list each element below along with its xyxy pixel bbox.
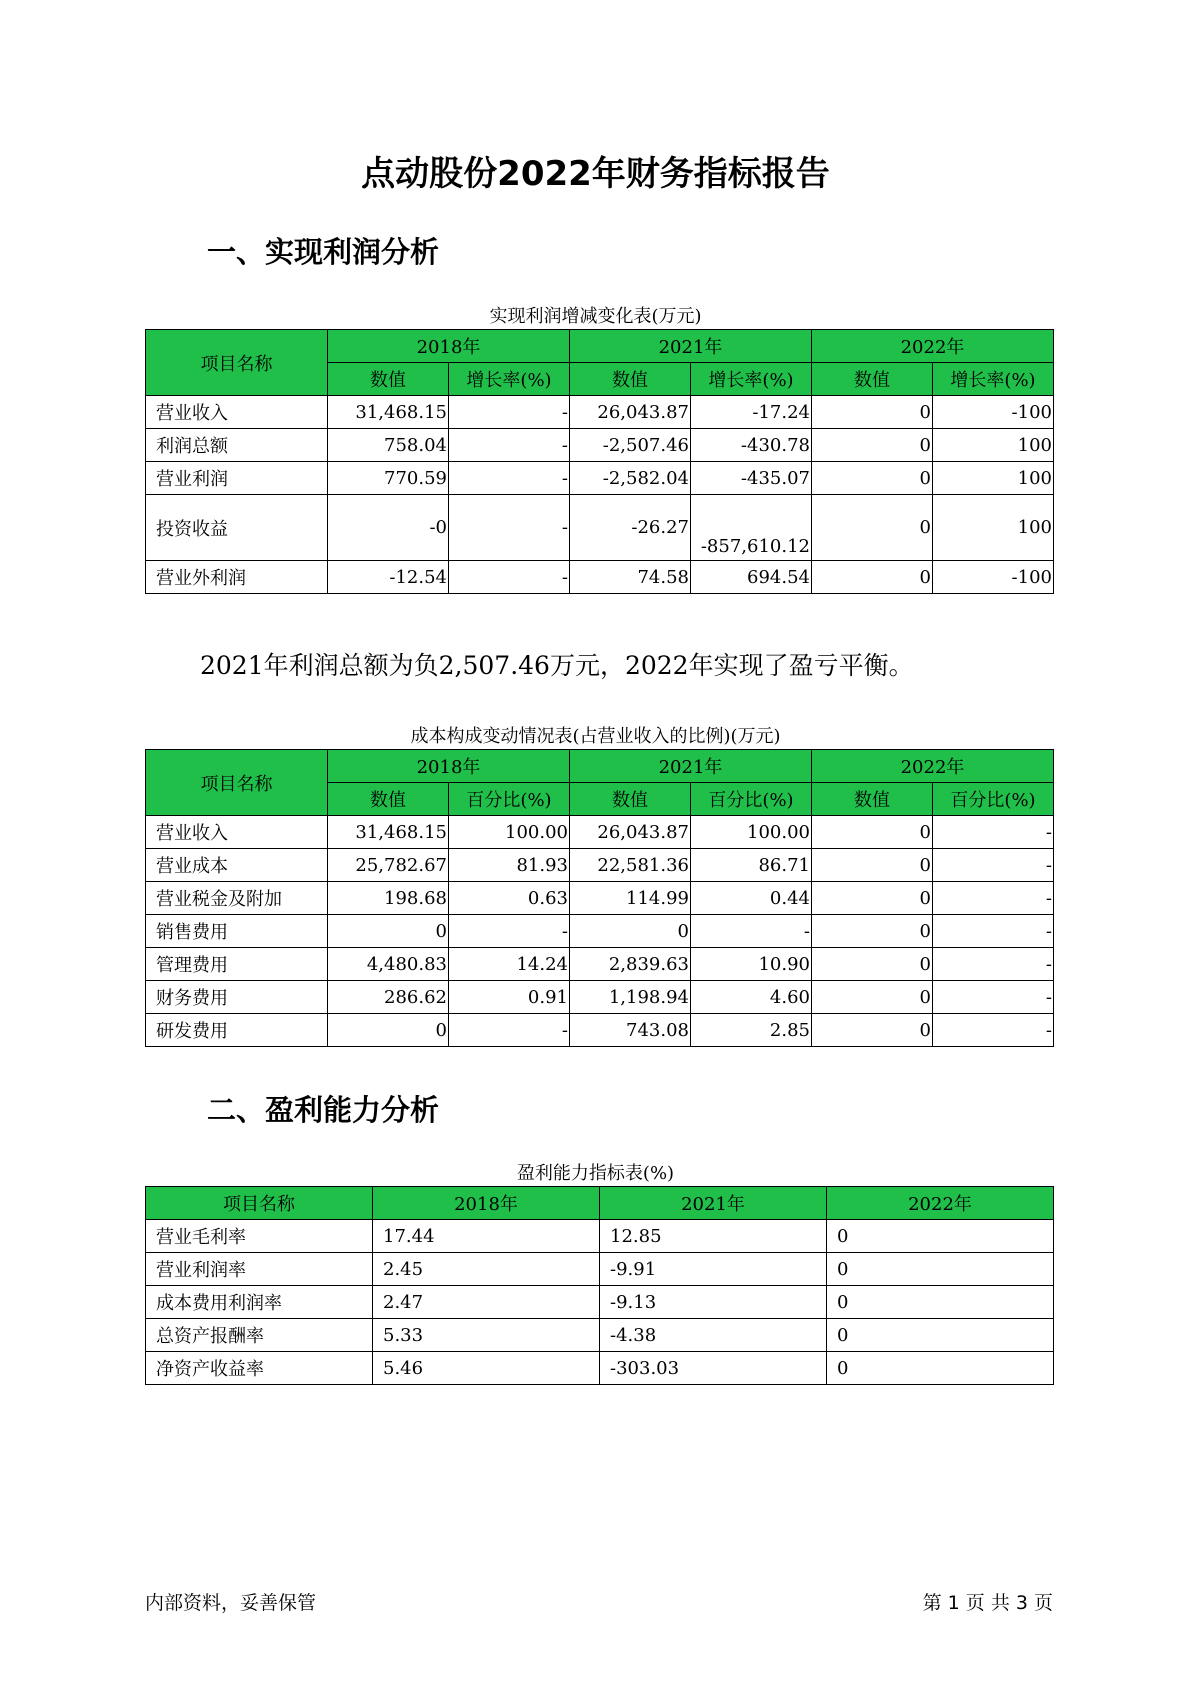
subheader: 百分比(%) — [691, 783, 812, 816]
table-row — [146, 849, 1054, 882]
cell: 2.47 — [373, 1286, 600, 1319]
subheader: 百分比(%) — [449, 783, 570, 816]
cell: 86.71 — [691, 849, 812, 882]
section-heading-profitability: 二、盈利能力分析 — [207, 1093, 440, 1127]
cell: 12.85 — [600, 1220, 827, 1253]
header-year: 2021年 — [570, 750, 812, 783]
cell: - — [691, 915, 812, 948]
cell: 0 — [812, 948, 933, 981]
cell: 0.91 — [449, 981, 570, 1014]
cell: 0 — [812, 561, 933, 594]
page-number: 第 1 页 共 3 页 — [922, 1592, 1053, 1614]
cell: 26,043.87 — [570, 396, 691, 429]
table-row — [146, 1286, 1054, 1319]
cell: 5.33 — [373, 1319, 600, 1352]
cell: - — [449, 462, 570, 495]
header-year: 2018年 — [328, 330, 570, 363]
table1-caption: 实现利润增减变化表(万元) — [489, 306, 702, 327]
subheader: 百分比(%) — [933, 783, 1054, 816]
cell: 5.46 — [373, 1352, 600, 1385]
cell: 4.60 — [691, 981, 812, 1014]
cell: -4.38 — [600, 1319, 827, 1352]
cell: 0 — [812, 915, 933, 948]
cell: 0 — [827, 1352, 1054, 1385]
row-name: 成本费用利润率 — [146, 1286, 373, 1319]
table-row — [146, 1352, 1054, 1385]
cell: -9.91 — [600, 1253, 827, 1286]
cell: -0 — [328, 495, 449, 561]
table-row — [146, 816, 1054, 849]
subheader: 数值 — [328, 363, 449, 396]
row-name: 营业税金及附加 — [146, 882, 328, 915]
table-row — [146, 1014, 1054, 1047]
cell: 0 — [328, 915, 449, 948]
cell: 2.45 — [373, 1253, 600, 1286]
row-name: 投资收益 — [146, 495, 328, 561]
subheader: 数值 — [812, 783, 933, 816]
subheader: 数值 — [570, 783, 691, 816]
table-row — [146, 1253, 1054, 1286]
cell: -2,582.04 — [570, 462, 691, 495]
table-row — [146, 561, 1054, 594]
cell: 31,468.15 — [328, 396, 449, 429]
cell: -430.78 — [691, 429, 812, 462]
cell: 0 — [812, 849, 933, 882]
cell: 0 — [570, 915, 691, 948]
subheader: 数值 — [812, 363, 933, 396]
cell: -17.24 — [691, 396, 812, 429]
subheader: 增长率(%) — [691, 363, 812, 396]
cell: 0 — [827, 1253, 1054, 1286]
cell: - — [933, 1014, 1054, 1047]
cell: 0 — [812, 882, 933, 915]
cell: 0 — [827, 1286, 1054, 1319]
header-year: 2018年 — [373, 1187, 600, 1220]
cell: 2,839.63 — [570, 948, 691, 981]
cell: 100.00 — [449, 816, 570, 849]
footer-confidential-note: 内部资料，妥善保管 — [145, 1592, 317, 1614]
row-name: 营业收入 — [146, 816, 328, 849]
cell: - — [933, 915, 1054, 948]
header-year: 2021年 — [570, 330, 812, 363]
cell: -26.27 — [570, 495, 691, 561]
cell: 198.68 — [328, 882, 449, 915]
table-row — [146, 1220, 1054, 1253]
profit-change-table — [145, 329, 1054, 594]
cell: - — [933, 849, 1054, 882]
cell: - — [449, 495, 570, 561]
row-name: 销售费用 — [146, 915, 328, 948]
page-title: 点动股份2022年财务指标报告 — [361, 154, 830, 194]
cell: - — [933, 981, 1054, 1014]
cell: -12.54 — [328, 561, 449, 594]
cell: - — [449, 429, 570, 462]
cost-structure-table — [145, 749, 1054, 1047]
cell: 0 — [812, 816, 933, 849]
cell: 81.93 — [449, 849, 570, 882]
cell: - — [449, 396, 570, 429]
summary-text: 2021年利润总额为负2,507.46万元，2022年实现了盈亏平衡。 — [200, 651, 914, 680]
cell: 31,468.15 — [328, 816, 449, 849]
row-name: 利润总额 — [146, 429, 328, 462]
header-year: 2021年 — [600, 1187, 827, 1220]
row-name: 营业成本 — [146, 849, 328, 882]
cell: -100 — [933, 561, 1054, 594]
cell: 17.44 — [373, 1220, 600, 1253]
cell: 10.90 — [691, 948, 812, 981]
table-row — [146, 981, 1054, 1014]
row-name: 营业外利润 — [146, 561, 328, 594]
table2-caption: 成本构成变动情况表(占营业收入的比例)(万元) — [410, 726, 781, 747]
cell: 14.24 — [449, 948, 570, 981]
cell: 74.58 — [570, 561, 691, 594]
cell: 0 — [812, 495, 933, 561]
cell: 100 — [933, 495, 1054, 561]
header-year: 2022年 — [827, 1187, 1054, 1220]
header-year: 2022年 — [812, 330, 1054, 363]
cell: -303.03 — [600, 1352, 827, 1385]
cell: -100 — [933, 396, 1054, 429]
table-row — [146, 915, 1054, 948]
cell: 1,198.94 — [570, 981, 691, 1014]
header-item-name: 项目名称 — [146, 1187, 373, 1220]
cell: 100 — [933, 429, 1054, 462]
profitability-table — [145, 1186, 1054, 1385]
row-name: 净资产收益率 — [146, 1352, 373, 1385]
subheader: 数值 — [570, 363, 691, 396]
table-row — [146, 462, 1054, 495]
cell: 0 — [812, 1014, 933, 1047]
cell: 4,480.83 — [328, 948, 449, 981]
row-name: 财务费用 — [146, 981, 328, 1014]
cell: 26,043.87 — [570, 816, 691, 849]
subheader: 增长率(%) — [933, 363, 1054, 396]
row-name: 营业毛利率 — [146, 1220, 373, 1253]
row-name: 营业收入 — [146, 396, 328, 429]
row-name: 总资产报酬率 — [146, 1319, 373, 1352]
table-row — [146, 948, 1054, 981]
subheader: 数值 — [328, 783, 449, 816]
cell: -857,610.12 — [691, 495, 812, 561]
row-name: 管理费用 — [146, 948, 328, 981]
row-name: 营业利润 — [146, 462, 328, 495]
cell: 758.04 — [328, 429, 449, 462]
cell: - — [933, 882, 1054, 915]
cell: 0.44 — [691, 882, 812, 915]
header-item-name: 项目名称 — [146, 330, 328, 396]
cell: 2.85 — [691, 1014, 812, 1047]
header-year: 2022年 — [812, 750, 1054, 783]
cell: 0 — [827, 1220, 1054, 1253]
cell: 694.54 — [691, 561, 812, 594]
table3-caption: 盈利能力指标表(%) — [516, 1163, 675, 1184]
cell: 0 — [812, 396, 933, 429]
row-name: 营业利润率 — [146, 1253, 373, 1286]
cell: - — [449, 1014, 570, 1047]
cell: 25,782.67 — [328, 849, 449, 882]
cell: - — [449, 561, 570, 594]
subheader: 增长率(%) — [449, 363, 570, 396]
cell: 114.99 — [570, 882, 691, 915]
cell: 770.59 — [328, 462, 449, 495]
cell: 286.62 — [328, 981, 449, 1014]
cell: - — [933, 816, 1054, 849]
header-year: 2018年 — [328, 750, 570, 783]
cell: 0 — [328, 1014, 449, 1047]
section-heading-profit: 一、实现利润分析 — [207, 235, 440, 269]
cell: - — [933, 948, 1054, 981]
cell: -2,507.46 — [570, 429, 691, 462]
header-item-name: 项目名称 — [146, 750, 328, 816]
row-name: 研发费用 — [146, 1014, 328, 1047]
cell: 743.08 — [570, 1014, 691, 1047]
cell: 0 — [812, 981, 933, 1014]
table-row — [146, 396, 1054, 429]
cell: -435.07 — [691, 462, 812, 495]
table-row — [146, 429, 1054, 462]
cell: 22,581.36 — [570, 849, 691, 882]
cell: 100 — [933, 462, 1054, 495]
cell: 0 — [827, 1319, 1054, 1352]
cell: 0.63 — [449, 882, 570, 915]
cell: -9.13 — [600, 1286, 827, 1319]
cell: - — [449, 915, 570, 948]
cell: 0 — [812, 462, 933, 495]
table-row — [146, 882, 1054, 915]
table-row — [146, 495, 1054, 561]
cell: 100.00 — [691, 816, 812, 849]
cell: 0 — [812, 429, 933, 462]
table-row — [146, 1319, 1054, 1352]
